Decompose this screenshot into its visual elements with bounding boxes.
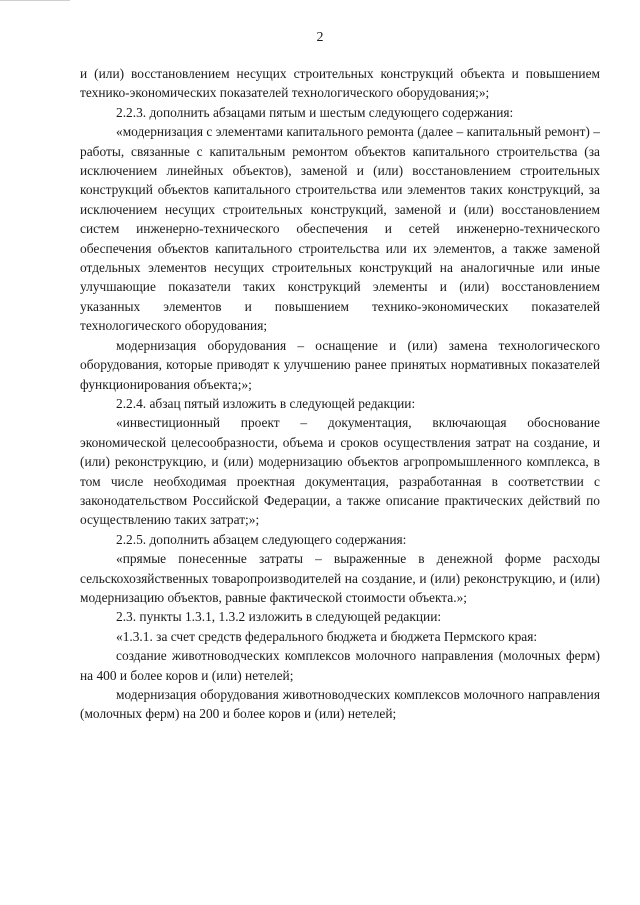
paragraph-capital-repair-definition: «модернизация с элементами капитального ремонта (далее – капитальный ремонт) – работы, связанные с капитальным ремонтом объектов капитального строительства (за исключением линейных объектов), заменой и (или) восстановлением строительных конструкций объектов капитального строительства или элементов таких конструкций, за исключением несущих строительных конструкций, заменой и (или) восстановлением систем инженерно-технического обеспечения и сетей инженерно-технического обеспечения объектов капитального строительства или их элементов, а также заменой отдельных элементов несущих строительных конструкций на аналогичные или иные улучшающие показатели таких конструкций элементы и (или) восстановлением указанных элементов и повышением технико-экономических показателей технологического оборудования; xyxy=(80,124,600,334)
paragraph-direct-costs-definition: «прямые понесенные затраты – выраженные в денежной форме расходы сельскохозяйственных товаропроизводителей на создание, и (или) реконструкцию, и (или) модернизацию объектов, равные фактической стоимости объекта.»; xyxy=(80,551,600,605)
paragraph-creation-complexes: создание животноводческих комплексов молочного направления (молочных ферм) на 400 и более коров и (или) нетелей; xyxy=(80,648,600,683)
paragraph-2-2-3-heading: 2.2.3. дополнить абзацами пятым и шестым следующего содержания: xyxy=(116,104,514,120)
paragraph-2-2-5-heading: 2.2.5. дополнить абзацем следующего содержания: xyxy=(116,531,407,547)
paragraph-2-3-heading: 2.3. пункты 1.3.1, 1.3.2 изложить в следующей редакции: xyxy=(116,609,442,625)
top-rule xyxy=(0,0,70,1)
paragraph-2-2-4-heading: 2.2.4. абзац пятый изложить в следующей редакции: xyxy=(116,395,416,411)
paragraph-continuation: и (или) восстановлением несущих строительных конструкций объекта и повышением технико-экономических показателей технологического оборудования;»; xyxy=(80,66,600,101)
paragraph-modernization-complexes: модернизация оборудования животноводческих комплексов молочного направления (молочных ферм) на 200 и более коров и (или) нетелей; xyxy=(80,687,600,722)
paragraph-equipment-modernization: модернизация оборудования – оснащение и (или) замена технологического оборудования, которые приводят к улучшению ранее принятых нормативных показателей функционирования объекта;»; xyxy=(80,337,600,392)
page-number: 2 xyxy=(316,30,324,45)
paragraph-1-3-1: «1.3.1. за счет средств федерального бюджета и бюджета Пермского края: xyxy=(116,628,538,644)
paragraph-investment-project-definition: «инвестиционный проект – документация, включающая обоснование экономической целесообразности, объема и сроков осуществления затрат на создание, и (или) реконструкцию, и (или) модернизацию объектов агропромышленного комплекса, в том числе необходимая проектная документация, разработанная в соответствии с законодательством Российской Федерации, а также описание практических действий по осуществлению таких затрат;»; xyxy=(80,415,600,528)
document-body xyxy=(80,64,600,724)
